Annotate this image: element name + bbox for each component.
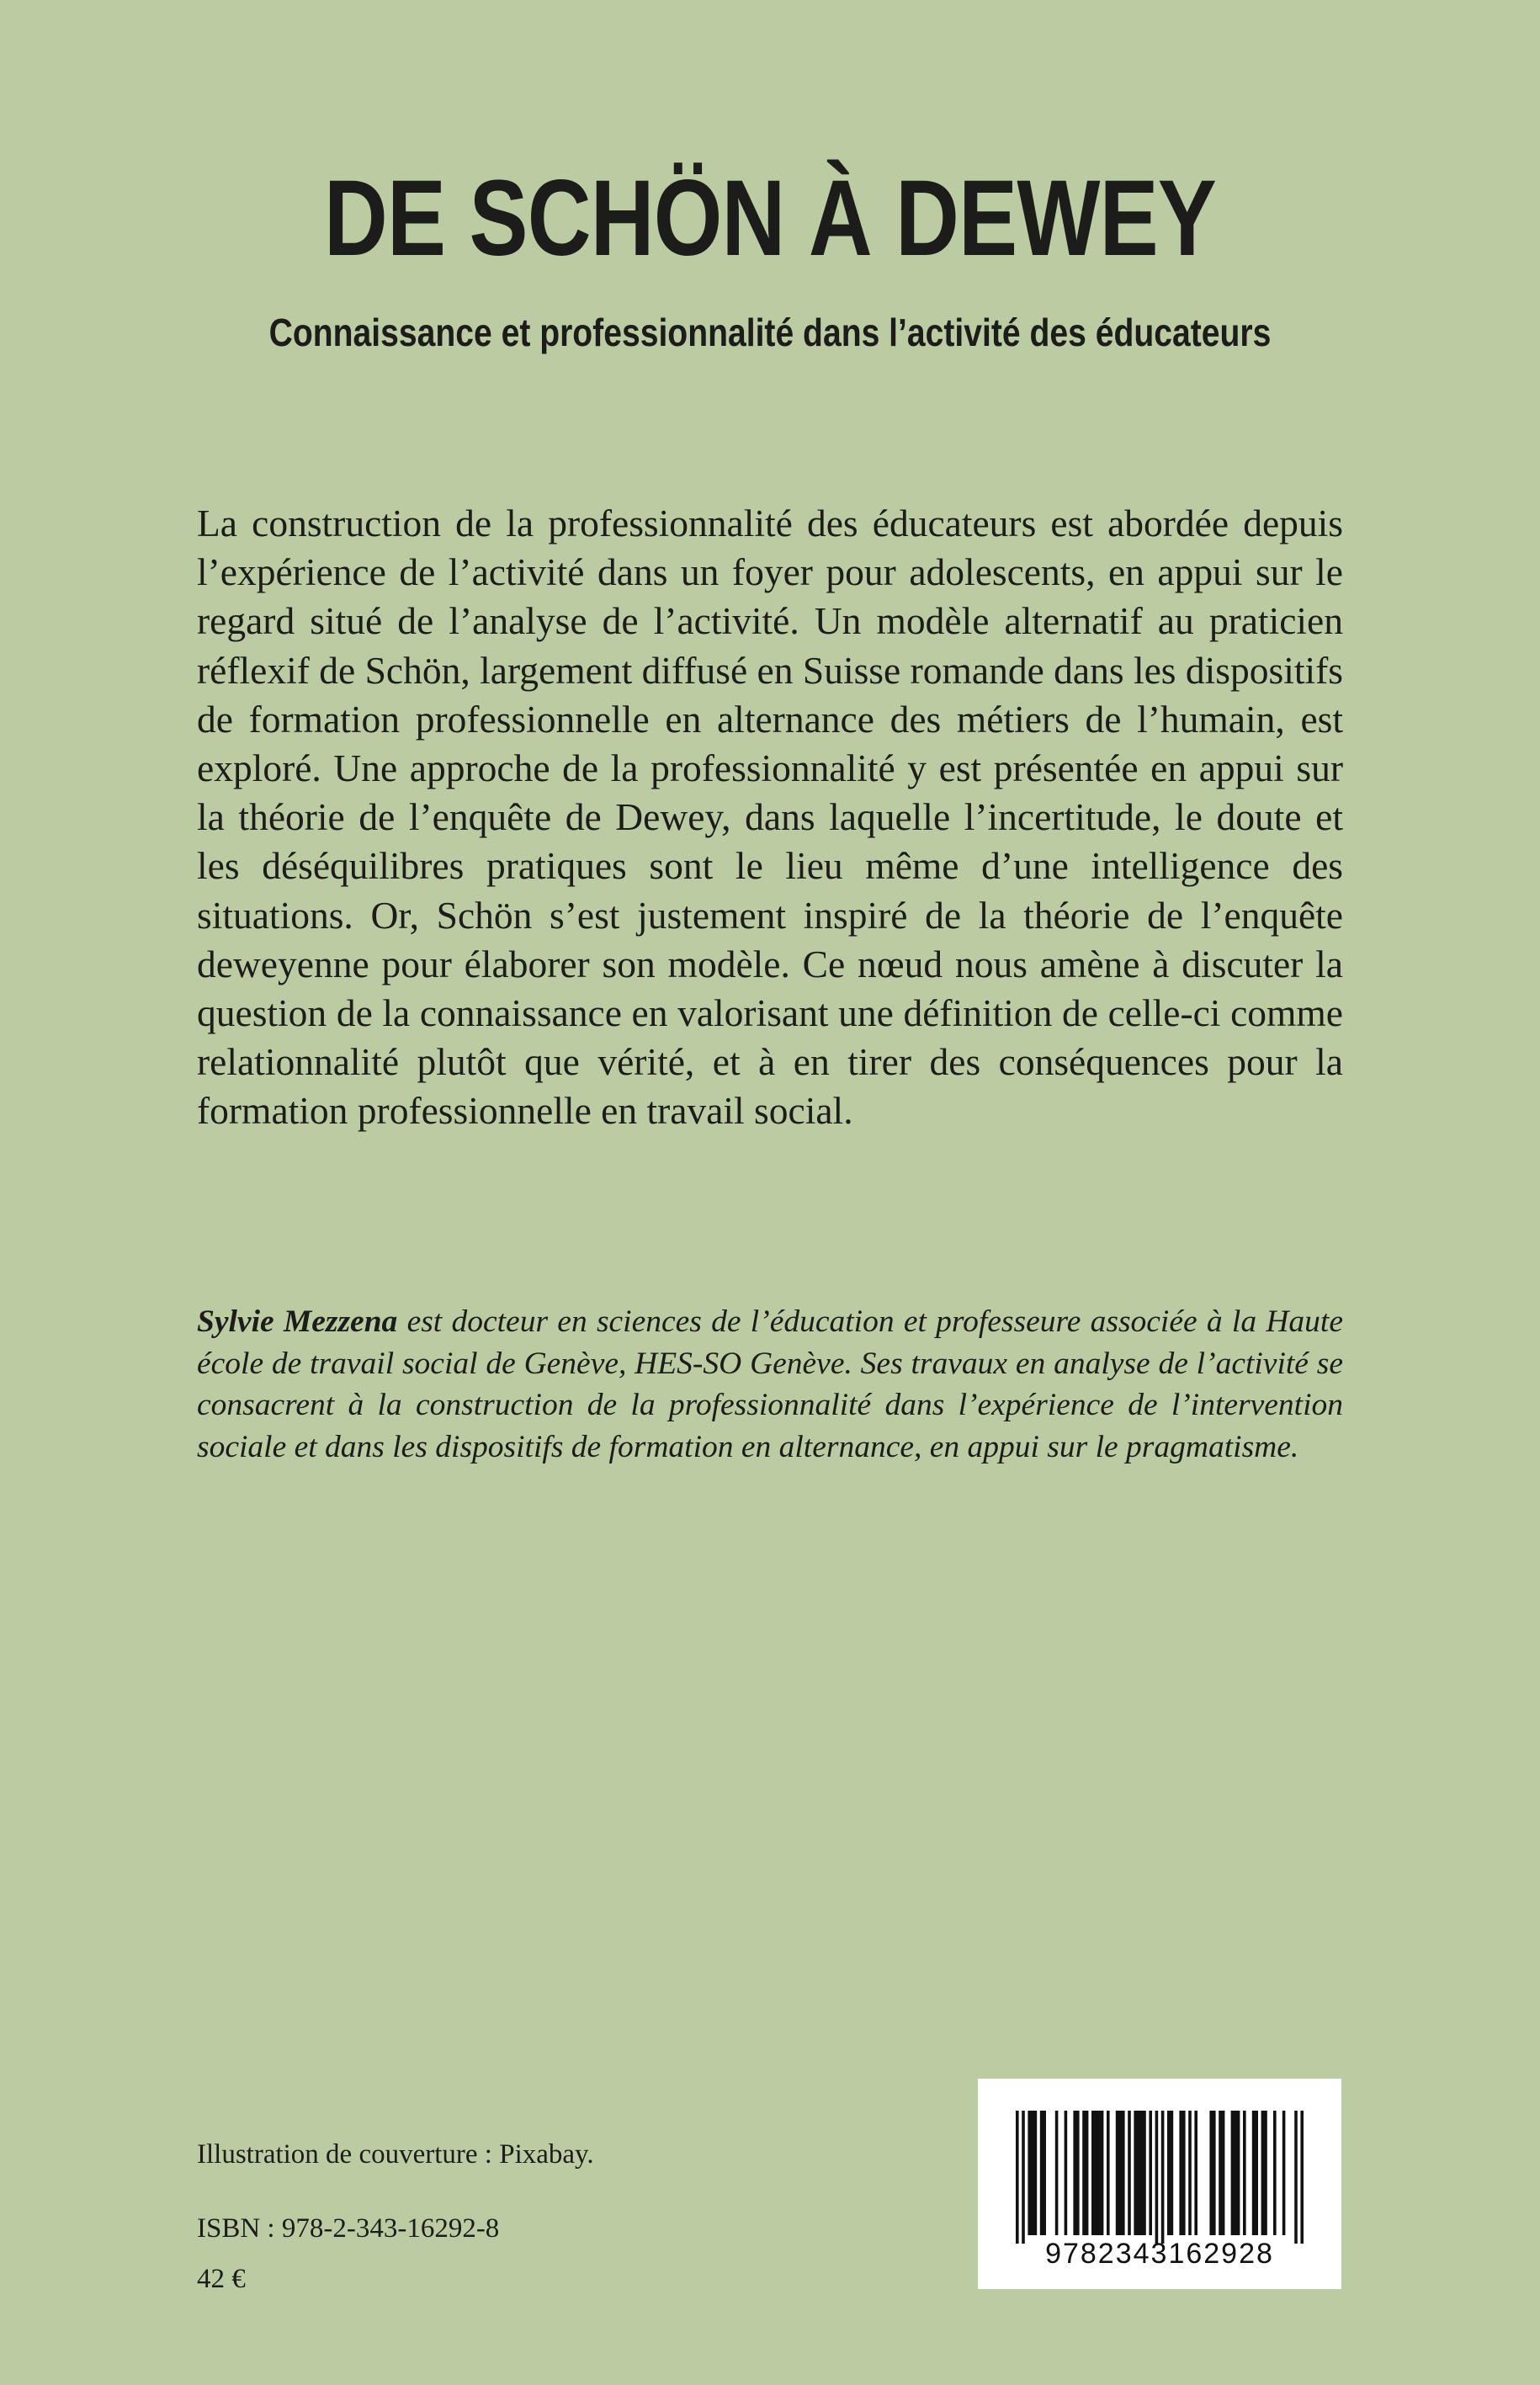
barcode-bar	[1028, 2111, 1037, 2235]
cover-credit: Illustration de couverture : Pixabay.	[197, 2139, 594, 2170]
barcode-bar	[1016, 2111, 1019, 2244]
barcode-bar	[1091, 2111, 1103, 2235]
barcode-bar	[1107, 2111, 1110, 2235]
barcode	[978, 2079, 1341, 2289]
isbn: ISBN : 978-2-343-16292-8	[197, 2213, 500, 2244]
barcode-bar	[1065, 2111, 1068, 2235]
barcode-bar	[1055, 2111, 1059, 2235]
barcode-bar	[1179, 2111, 1185, 2235]
barcode-bar	[1273, 2111, 1277, 2235]
barcode-bar	[1300, 2111, 1304, 2244]
barcode-bar	[1082, 2111, 1088, 2235]
barcode-bar	[1040, 2111, 1046, 2235]
barcode-bar	[1261, 2111, 1267, 2235]
barcode-bar	[1116, 2111, 1125, 2235]
barcode-bar	[1022, 2111, 1025, 2244]
barcode-bar	[1134, 2111, 1145, 2235]
barcode-bar	[1167, 2111, 1173, 2235]
author-name: Sylvie Mezzena	[197, 1304, 398, 1339]
barcode-bar	[1282, 2111, 1286, 2235]
barcode-bar	[1194, 2111, 1197, 2235]
barcode-bar	[1188, 2111, 1192, 2235]
barcode-bar	[1073, 2111, 1079, 2235]
barcode-bar	[1219, 2111, 1224, 2235]
barcode-bar	[1209, 2111, 1215, 2235]
barcode-bar	[1149, 2111, 1152, 2235]
author-bio	[197, 1301, 1343, 1468]
barcode-bar	[1128, 2111, 1131, 2235]
author-bio-text: est docteur en sciences de l’éducation et professeure associée à la Haute école de travail social de Genève, HES-SO Genève. Ses travaux en analyse de l’activité se consacrent à la construction de la professionnalité dans l’expérience de l’intervention sociale et dans les dispositifs de formation en alternance, en appui sur le pragmatisme.	[197, 1304, 1343, 1464]
book-subtitle: Connaissance et professionnalité dans l’activité des éducateurs	[268, 311, 1272, 354]
barcode-bar	[1243, 2111, 1246, 2235]
barcode-number: 9782343162928	[1045, 2238, 1274, 2270]
price: 42 €	[197, 2264, 246, 2294]
barcode-bar	[1231, 2111, 1240, 2235]
book-title: DE SCHÖN À DEWEY	[324, 158, 1216, 279]
summary-paragraph: La construction de la professionnalité des éducateurs est abordée depuis l’expérience de l’activité dans un foyer pour adolescents, en appui sur le regard situé de l’analyse de l’activité. Un modèle alternatif au praticien réflexif de Schön, largement diffusé en Suisse romande dans les dispositifs de formation professionnelle en alternance des métiers de l’humain, est exploré. Une approche de la professionnalité y est présentée en appui sur la théorie de l’enquête de Dewey, dans laquelle l’incertitude, le doute et les déséquilibres pratiques sont le lieu même d’une intelligence des situations. Or, Schön s’est justement inspiré de la théorie de l’enquête deweyenne pour élaborer son modèle. Ce nœud nous amène à discuter la question de la connaissance en valorisant une définition de celle-ci comme relationnalité plutôt que vérité, et à en tirer des conséquences pour la formation professionnelle en travail social.	[197, 502, 1343, 1133]
barcode-bar	[1252, 2111, 1258, 2235]
barcode-bar	[1155, 2111, 1159, 2244]
barcode-bar	[1161, 2111, 1165, 2244]
barcode-bar	[1294, 2111, 1298, 2244]
